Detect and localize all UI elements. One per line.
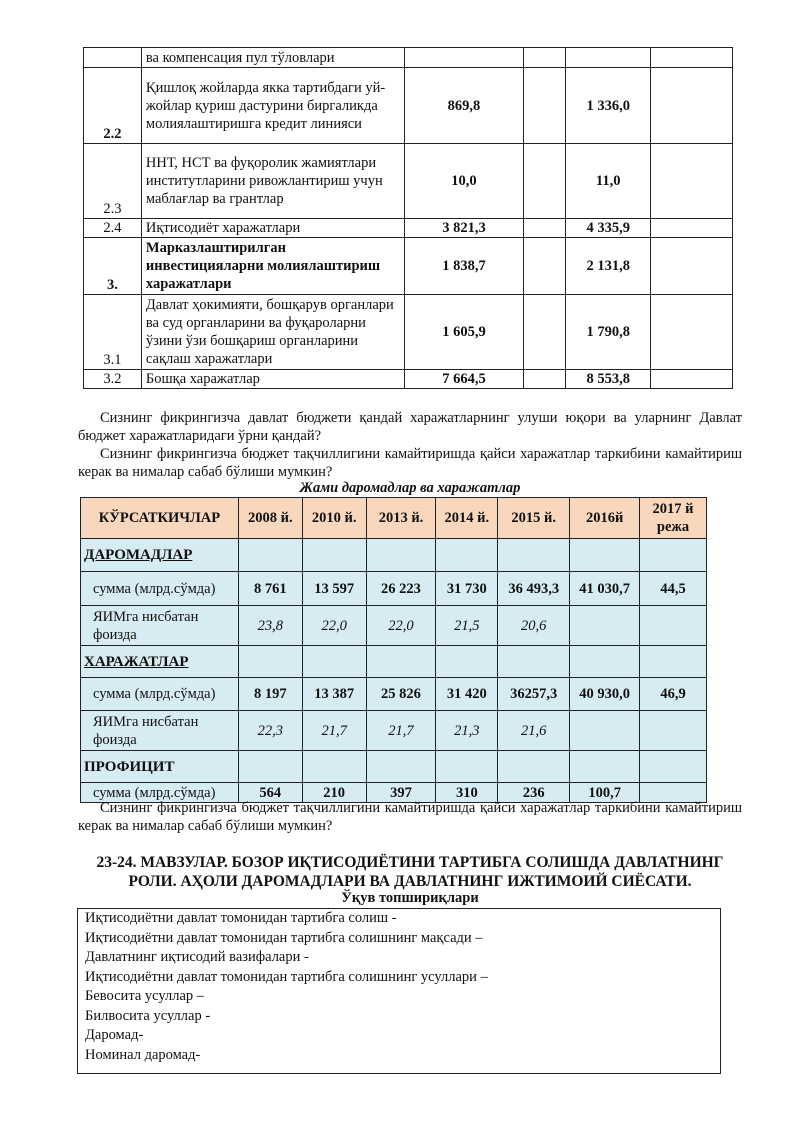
row-description: ва компенсация пул тўловлари xyxy=(141,48,404,68)
row-value-1: 7 664,5 xyxy=(404,370,524,389)
value-cell: 26 223 xyxy=(366,572,436,606)
value-cell: 25 826 xyxy=(366,678,436,711)
value-cell: 21,5 xyxy=(436,606,498,646)
row-number: 3. xyxy=(84,238,142,295)
row-number xyxy=(84,48,142,68)
income-expense-table xyxy=(80,497,707,803)
value-cell: 36 493,3 xyxy=(498,572,570,606)
table-row xyxy=(84,370,733,389)
value-cell: 21,7 xyxy=(366,711,436,751)
value-cell: 40 930,0 xyxy=(570,678,640,711)
value-cell: 236 xyxy=(498,783,570,803)
value-cell xyxy=(570,711,640,751)
value-cell: 31 730 xyxy=(436,572,498,606)
value-cell: 210 xyxy=(302,783,366,803)
task-item: Иқтисодиётни давлат томонидан тартибга солишнинг усуллари – xyxy=(85,968,488,985)
row-description: Қишлоқ жойларда якка тартибдаги уй-жойлар қуриш дастурини биргаликда молиялаштиришга кредит линияси xyxy=(141,68,404,144)
row-description: Давлат ҳокимияти, бошқарув органлари ва суд органларини ва фуқароларни ўзини ўзи бошқариш органларини сақлаш харажатлари xyxy=(141,295,404,370)
value-cell: 100,7 xyxy=(570,783,640,803)
table-row xyxy=(81,711,707,751)
task-item: Давлатнинг иқтисодий вазифалари - xyxy=(85,949,309,965)
row-value-2: 4 335,9 xyxy=(566,219,651,238)
value-cell: 36257,3 xyxy=(498,678,570,711)
table-row xyxy=(81,606,707,646)
value-cell: 21,3 xyxy=(436,711,498,751)
value-cell xyxy=(570,606,640,646)
row-value-2: 11,0 xyxy=(566,144,651,219)
section-row xyxy=(81,751,707,783)
value-cell: 46,9 xyxy=(640,678,707,711)
value-cell xyxy=(640,606,707,646)
section-row xyxy=(81,539,707,572)
row-value-1: 1 838,7 xyxy=(404,238,524,295)
row-value-1: 3 821,3 xyxy=(404,219,524,238)
value-cell: 13 597 xyxy=(302,572,366,606)
task-item: Даромад- xyxy=(85,1027,144,1043)
value-cell: 41 030,7 xyxy=(570,572,640,606)
value-cell: 8 761 xyxy=(238,572,302,606)
row-number: 2.4 xyxy=(84,219,142,238)
task-item: Иқтисодиётни давлат томонидан тартибга солишнинг мақсади – xyxy=(85,929,483,946)
row-description: Бошқа харажатлар xyxy=(141,370,404,389)
topic-heading: 23-24. МАВЗУЛАР. БОЗОР ИҚТИСОДИЁТИНИ ТАРТИБГА СОЛИШДА ДАВЛАТНИНГ РОЛИ. АҲОЛИ ДАРОМАДЛАРИ ВА ДАВЛАТНИНГ ИЖТИМОИЙ СИЁСАТИ. xyxy=(96,854,724,890)
value-cell: 22,0 xyxy=(302,606,366,646)
question-paragraph-2: Сизнинг фикрингизча бюджет тақчиллигини камайтиришда қайси харажатлар таркибини камайтириш керак ва нималар сабаб бўлиши мумкин? xyxy=(78,446,742,480)
row-value-1 xyxy=(404,48,524,68)
task-item: Бевосита усуллар – xyxy=(85,988,205,1004)
task-item: Билвосита усуллар - xyxy=(85,1007,211,1024)
value-cell: 13 387 xyxy=(302,678,366,711)
value-cell: 397 xyxy=(366,783,436,803)
tasks-box xyxy=(77,908,721,1074)
row-number: 3.1 xyxy=(84,295,142,370)
value-cell: 22,0 xyxy=(366,606,436,646)
row-description: Иқтисодиёт харажатлари xyxy=(141,219,404,238)
header-cell: 2015 й. xyxy=(498,498,570,539)
value-cell: 44,5 xyxy=(640,572,707,606)
header-cell: 2010 й. xyxy=(302,498,366,539)
value-cell: 21,7 xyxy=(302,711,366,751)
question-paragraph-1: Сизнинг фикрингизча давлат бюджети қандай харажатларнинг улуши юқори ва уларнинг Давлат бюджет харажатларидаги ўрни қандай? xyxy=(78,410,742,444)
value-cell: 23,8 xyxy=(238,606,302,646)
table-row xyxy=(84,68,733,144)
header-cell: 2013 й. xyxy=(366,498,436,539)
row-number: 2.3 xyxy=(84,144,142,219)
row-value-2: 1 336,0 xyxy=(566,68,651,144)
row-value-2: 2 131,8 xyxy=(566,238,651,295)
row-label: сумма (млрд.сўмда) xyxy=(81,783,239,803)
question-paragraph-3: Сизнинг фикрингизча бюджет тақчиллигини камайтиришда қайси харажатлар таркибини камайтириш керак ва нималар сабаб бўлиши мумкин? xyxy=(78,800,742,834)
task-item: Номинал даромад- xyxy=(85,1046,201,1063)
section-row xyxy=(81,646,707,678)
table-row xyxy=(84,295,733,370)
table-row xyxy=(84,219,733,238)
table-row xyxy=(81,572,707,606)
row-number: 2.2 xyxy=(84,68,142,144)
value-cell: 20,6 xyxy=(498,606,570,646)
table-row xyxy=(84,48,733,68)
header-cell: 2008 й. xyxy=(238,498,302,539)
row-description: ННТ, НСТ ва фуқоролик жамиятлари институтларини ривожлантириш учун маблағлар ва грантлар xyxy=(141,144,404,219)
table-caption: Жами даромадлар ва харажатлар xyxy=(299,480,521,496)
value-cell: 8 197 xyxy=(238,678,302,711)
header-cell: 2017 й режа xyxy=(640,498,707,539)
row-value-2: 1 790,8 xyxy=(566,295,651,370)
header-cell: 2016й xyxy=(570,498,640,539)
value-cell: 22,3 xyxy=(238,711,302,751)
header-cell: 2014 й. xyxy=(436,498,498,539)
value-cell: 564 xyxy=(238,783,302,803)
row-label: сумма (млрд.сўмда) xyxy=(81,678,239,711)
row-description: Марказлаштирилган инвестицияларни молиялаштириш харажатлари xyxy=(141,238,404,295)
row-label: ЯИМга нисбатан фоизда xyxy=(81,606,239,646)
row-number: 3.2 xyxy=(84,370,142,389)
row-value-1: 1 605,9 xyxy=(404,295,524,370)
table-header-row xyxy=(81,498,707,539)
row-value-1: 869,8 xyxy=(404,68,524,144)
expense-title: ХАРАЖАТЛАР xyxy=(81,646,239,678)
value-cell xyxy=(640,711,707,751)
surplus-title: ПРОФИЦИТ xyxy=(81,751,239,783)
value-cell: 310 xyxy=(436,783,498,803)
row-label: сумма (млрд.сўмда) xyxy=(81,572,239,606)
row-value-1: 10,0 xyxy=(404,144,524,219)
table-row xyxy=(84,144,733,219)
row-value-2: 8 553,8 xyxy=(566,370,651,389)
header-cell: КЎРСАТКИЧЛАР xyxy=(81,498,239,539)
tasks-caption: Ўқув топшириқлари xyxy=(341,890,479,906)
income-title: ДАРОМАДЛАР xyxy=(81,539,239,572)
table-row xyxy=(84,238,733,295)
expenses-table xyxy=(83,47,733,389)
value-cell: 21,6 xyxy=(498,711,570,751)
task-item: Иқтисодиётни давлат томонидан тартибга солиш - xyxy=(85,910,397,926)
table-row xyxy=(81,678,707,711)
value-cell: 31 420 xyxy=(436,678,498,711)
row-label: ЯИМга нисбатан фоизда xyxy=(81,711,239,751)
row-value-2 xyxy=(566,48,651,68)
